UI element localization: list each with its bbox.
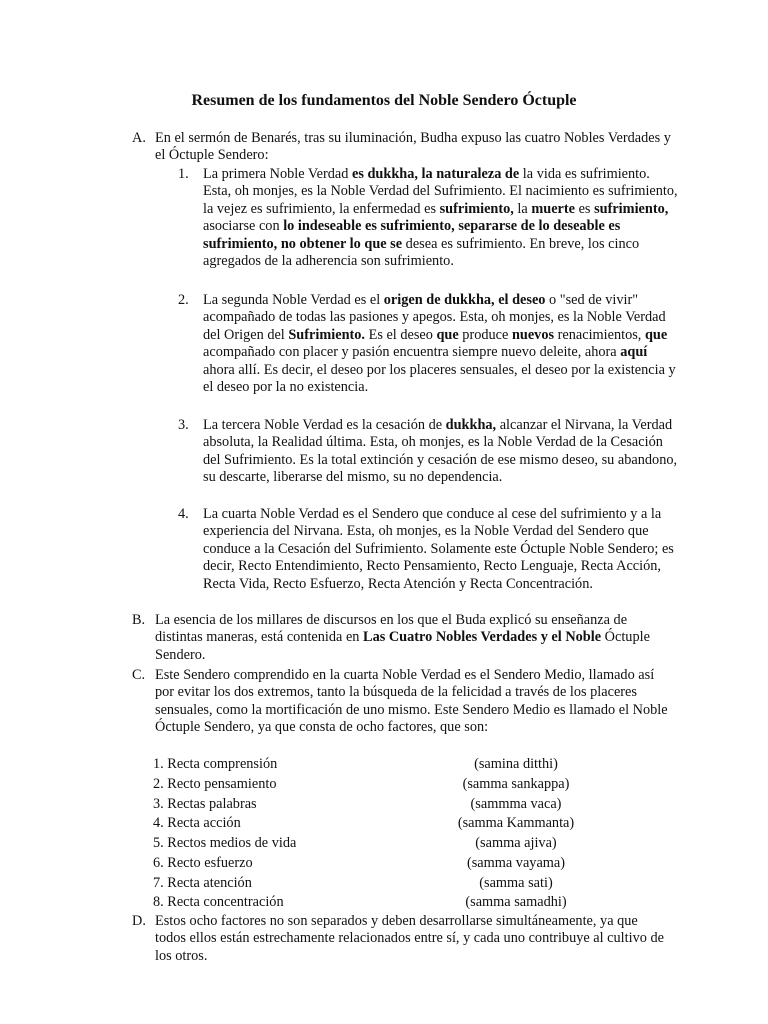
text-run: produce xyxy=(458,326,512,343)
factor-pali: (samma ajiva) xyxy=(475,835,557,851)
bold-text-run: que xyxy=(644,326,668,343)
text-run: Óctuple Sendero. xyxy=(155,629,650,663)
section-a-marker: A. xyxy=(132,130,146,146)
bold-text-run: que xyxy=(436,326,459,343)
item-1-number: 1. xyxy=(178,166,189,182)
factor-name: 3. Rectas palabras xyxy=(153,796,257,812)
text-run: Es el deseo xyxy=(365,326,437,343)
factor-name: 8. Recta concentración xyxy=(153,894,284,910)
factor-row-5 xyxy=(153,835,673,853)
text-run: la vida es sufrimiento. Esta, oh monjes, es la Noble Verdad del Sufrimiento. El nacimiento es sufrimiento, la vejez es sufrimiento, la enfermedad es xyxy=(203,166,678,217)
text-run: La tercera Noble Verdad es la cesación de xyxy=(203,417,446,433)
item-3-text xyxy=(203,417,681,487)
section-d xyxy=(132,913,672,965)
factor-row-6 xyxy=(153,855,673,873)
factor-row-2 xyxy=(153,776,673,794)
factor-row-8 xyxy=(153,894,673,912)
text-run: la xyxy=(513,200,532,217)
text-run: o "sed de vivir" acompañado de todas las pasiones y apegos. Esta, oh monjes, es la Noble Verdad del Origen del xyxy=(203,292,666,343)
bold-text-run: origen de dukkha, el deseo xyxy=(383,292,546,308)
text-run: La primera Noble Verdad xyxy=(203,166,352,182)
section-a-text: En el sermón de Benarés, tras su iluminación, Budha expuso las cuatro Nobles Verdades y el Óctuple Sendero: xyxy=(155,130,671,164)
factor-name: 7. Recta atención xyxy=(153,875,252,891)
section-c xyxy=(132,667,672,737)
factor-row-7 xyxy=(153,875,673,893)
bold-text-run: Las Cuatro Nobles Verdades y el Noble xyxy=(363,629,602,646)
item-3-number: 3. xyxy=(178,417,189,433)
section-d-text: Estos ocho factores no son separados y deben desarrollarse simultáneamente, ya que todos ellos están estrechamente relacionados entre sí, y cada uno contribuye al cultivo de los otros. xyxy=(155,913,664,964)
item-2-number: 2. xyxy=(178,292,189,308)
factor-pali: (samma sankappa) xyxy=(462,776,570,792)
item-1-text xyxy=(203,166,681,270)
factor-name: 1. Recta comprensión xyxy=(153,756,278,772)
factor-row-4 xyxy=(153,815,673,833)
bold-text-run: lo indeseable es sufrimiento, separarse de lo deseable es sufrimiento, no obtener lo que se xyxy=(203,218,621,252)
text-run: La segunda Noble Verdad es el xyxy=(203,292,384,308)
section-b-marker: B. xyxy=(132,612,146,628)
text-run: acompañado con placer y pasión encuentra siempre nuevo deleite, ahora xyxy=(203,344,621,361)
text-run: renacimientos, xyxy=(554,326,645,343)
item-4-text xyxy=(203,506,681,593)
section-b-text xyxy=(155,612,672,664)
factor-pali: (samma sati) xyxy=(479,875,553,891)
factor-pali: (samma vayama) xyxy=(466,855,566,871)
page-title: Resumen de los fundamentos del Noble Sendero Óctuple xyxy=(191,92,577,109)
section-c-marker: C. xyxy=(132,667,146,683)
section-d-marker: D. xyxy=(132,913,146,929)
factor-pali: (samma Kammanta) xyxy=(457,815,575,831)
bold-text-run: sufrimiento, xyxy=(594,200,669,217)
text-run: ahora allí. Es decir, el deseo por los placeres sensuales, el deseo por la existencia y el deseo por la no existencia. xyxy=(203,361,676,396)
factor-row-3 xyxy=(153,796,673,814)
factor-pali: (samma samadhi) xyxy=(465,894,567,910)
factor-pali: (sammma vaca) xyxy=(470,796,562,812)
factor-name: 6. Recto esfuerzo xyxy=(153,855,253,871)
text-run: es xyxy=(575,200,595,217)
text-run: desea es sufrimiento. En breve, los cinco agregados de la adherencia son sufrimiento. xyxy=(203,235,640,270)
item-4-number: 4. xyxy=(178,506,189,522)
factor-name: 2. Recto pensamiento xyxy=(153,776,277,792)
bold-text-run: sufrimiento, xyxy=(439,200,514,217)
bold-text-run: Sufrimiento. xyxy=(288,326,366,343)
text-run: La esencia de los millares de discursos en los que el Buda explicó su enseñanza de distintas maneras, está contenida en xyxy=(155,612,628,646)
text-run: alcanzar el Nirvana, la Verdad absoluta, la Realidad última. Esta, oh monjes, es la Noble Verdad de la Cesación del Sufrimiento. Es la total extinción y cesación de ese mismo deseo, su abandono, su descarte, liberarse del mismo, su no dependencia. xyxy=(203,417,678,486)
text-run: La cuarta Noble Verdad es el Sendero que conduce al cese del sufrimiento y a la experiencia del Nirvana. Esta, oh monjes, es la Noble Verdad del Sendero que conduce a la Cesación del Sufrimiento. Solamente este Óctuple Noble Sendero; es decir, Recto Entendimiento, Recto Pensamiento, Recto Lenguaje, Recta Acción, Recta Vida, Recto Esfuerzo, Recta Atención y Recta Concentración. xyxy=(203,506,674,592)
bold-text-run: aquí xyxy=(620,344,648,361)
bold-text-run: muerte xyxy=(531,200,575,217)
item-2-text xyxy=(203,292,681,396)
bold-text-run: nuevos xyxy=(511,326,555,343)
factor-row-1 xyxy=(153,756,673,774)
factor-pali: (samina ditthi) xyxy=(474,756,558,772)
factor-name: 4. Recta acción xyxy=(153,815,241,831)
section-a xyxy=(132,130,672,165)
section-c-text: Este Sendero comprendido en la cuarta Noble Verdad es el Sendero Medio, llamado así por evitar los dos extremos, tanto la búsqueda de la felicidad a través de los placeres sensuales, como la mortificación de uno mismo. Este Sendero Medio es llamado el Noble Óctuple Sendero, ya que consta de ocho factores, que son: xyxy=(155,667,668,736)
bold-text-run: es dukkha, la naturaleza de xyxy=(352,166,520,182)
text-run: asociarse con xyxy=(203,218,284,235)
section-b xyxy=(132,612,672,664)
bold-text-run: dukkha, xyxy=(445,417,497,433)
factor-name: 5. Rectos medios de vida xyxy=(153,835,297,851)
